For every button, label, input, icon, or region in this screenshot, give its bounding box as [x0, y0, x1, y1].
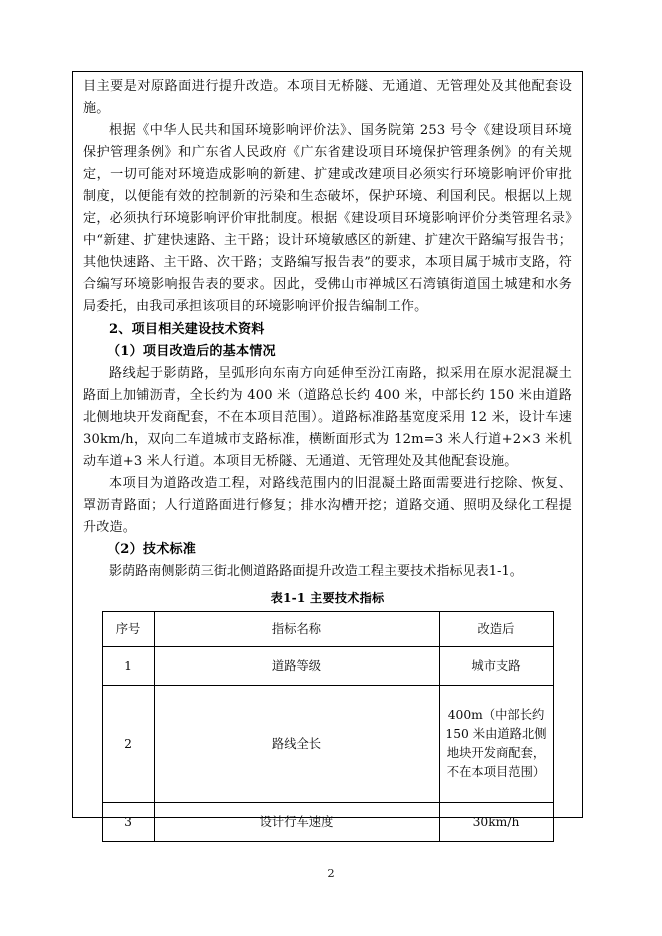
paragraph-regulations: 根据《中华人民共和国环境影响评价法》、国务院第 253 号令《建设项目环境保护管理条例》和广东省人民政府《广东省建设项目环境保护管理条例》的有关规定，一切可能对环境造成影响的新建、扩建或改建项目必须实行环境影响评价审批制度，以便能有效的控制新的污染和生态破坏，保护环境、利国利民。根据以上规定，必须执行环境影响评价审批制度。根据《建设项目环境影响评价分类管理名录》中“新建、扩建快速路、主干路；设计环境敏感区的新建、扩建次干路编写报告书；其他快速路、主干路、次干路；支路编写报告表”的要求，本项目属于城市支路，符合编写环境影响报告表的要求。因此，受佛山市禅城区石湾镇街道国土城建和水务局委托，由我司承担该项目的环境影响评价报告编制工作。	[83, 123, 572, 315]
table-cell-name: 道路等级	[154, 647, 439, 686]
table-cell-after: 城市支路	[439, 647, 553, 686]
table-cell-no: 2	[102, 686, 154, 803]
technical-indicators-table	[102, 611, 554, 842]
heading-subsection-2: （2）技术标准	[107, 541, 197, 557]
table-row	[102, 803, 553, 842]
heading-subsection-1: （1）项目改造后的基本情况	[107, 343, 276, 359]
heading-section-2: 2、项目相关建设技术资料	[109, 321, 265, 337]
table-header-cell-name: 指标名称	[154, 612, 439, 647]
table-row	[102, 647, 553, 686]
paragraph-technical-standards: 影荫路南侧影荫三街北侧道路路面提升改造工程主要技术指标见表1-1。	[109, 564, 523, 580]
paragraph-continuation: 目主要是对原路面进行提升改造。本项目无桥隧、无通道、无管理处及其他配套设施。	[83, 79, 572, 117]
table-cell-after: 400m（中部长约 150 米由道路北侧地块开发商配套，不在本项目范围）	[439, 686, 553, 803]
table-caption: 表1-1 主要技术指标	[270, 591, 385, 606]
table-row	[102, 686, 553, 803]
paragraph-construction-works: 本项目为道路改造工程，对路线范围内的旧混凝土路面需要进行挖除、恢复、罩沥青路面；人行道路面进行修复；排水沟槽开挖；道路交通、照明及绿化工程提升改造。	[83, 475, 572, 535]
table-header-cell-after: 改造后	[439, 612, 553, 647]
page-content-area	[83, 76, 572, 829]
page-number: 2	[327, 866, 335, 880]
table-cell-name: 路线全长	[154, 686, 439, 803]
table-header-row	[102, 612, 553, 647]
table-cell-name: 设计行车速度	[154, 803, 439, 842]
table-header-cell-no: 序号	[102, 612, 154, 647]
table-cell-after: 30km/h	[439, 803, 553, 842]
table-cell-no: 1	[102, 647, 154, 686]
page-content-frame	[72, 71, 583, 829]
paragraph-basic-situation: 路线起于影荫路，呈弧形向东南方向延伸至汾江南路，拟采用在原水泥混凝土路面上加铺沥青，全长约为 400 米（道路总长约 400 米，中部长约 150 米由道路北侧地块开发商配套，不在本项目范围）。道路标准路基宽度采用 12 米，设计车速 30km/h，双向二车道城市支路标准，横断面形式为 12m=3 米人行道+2×3 米机动车道+3 米人行道。本项目无桥隧、无通道、无管理处及其他配套设施。	[83, 365, 572, 469]
table-cell-no: 3	[102, 803, 154, 842]
